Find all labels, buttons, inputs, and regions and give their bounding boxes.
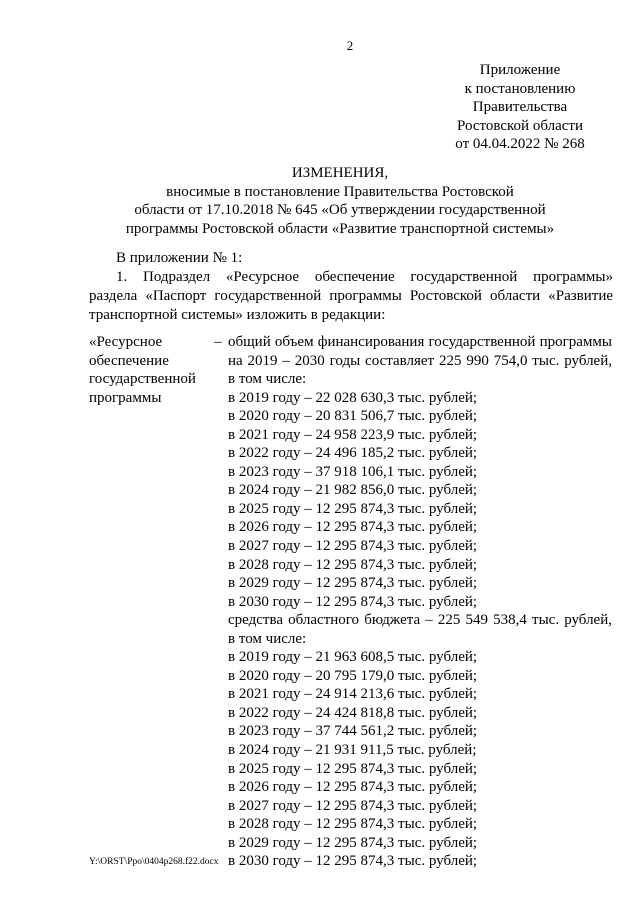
resource-label — [89, 333, 209, 407]
regional-year-row: в 2028 году – 12 295 874,3 тыс. рублей; — [228, 816, 478, 833]
total-year-row: в 2020 году – 20 831 506,7 тыс. рублей; — [228, 408, 478, 425]
intro-line: 1. Подраздел «Ресурсное обеспечение государственной программы» — [116, 269, 613, 285]
regional-year-row: в 2023 году – 37 744 561,2 тыс. рублей; — [228, 723, 478, 740]
regional-year-row: в 2029 году – 12 295 874,3 тыс. рублей; — [228, 834, 478, 851]
total-year-row: в 2027 году – 12 295 874,3 тыс. рублей; — [228, 538, 478, 555]
heading-title: ИЗМЕНЕНИЯ, — [291, 165, 389, 181]
dash-separator: – — [214, 334, 222, 350]
intro-paragraph — [89, 249, 613, 325]
regional-year-row: в 2022 году – 24 424 818,8 тыс. рублей; — [228, 704, 478, 721]
regional-year-row: в 2024 году – 21 931 911,5 тыс. рублей; — [228, 742, 477, 759]
document-heading — [110, 164, 570, 238]
appendix-line: Правительства — [472, 99, 568, 115]
regional-year-row: в 2025 году – 12 295 874,3 тыс. рублей; — [228, 760, 478, 777]
regional-year-row: в 2026 году – 12 295 874,3 тыс. рублей; — [228, 779, 478, 796]
total-line: на 2019 – 2030 годы составляет 225 990 754,0 тыс. рублей, — [228, 352, 612, 369]
label-line: «Ресурсное — [89, 334, 163, 350]
total-year-row: в 2021 году – 24 958 223,9 тыс. рублей; — [228, 426, 478, 443]
heading-line: области от 17.10.2018 № 645 «Об утверждении государственной — [134, 202, 546, 218]
page-number: 2 — [346, 38, 354, 53]
regional-year-row: в 2019 году – 21 963 608,5 тыс. рублей; — [228, 649, 478, 666]
total-year-row: в 2022 году – 24 496 185,2 тыс. рублей; — [228, 445, 478, 462]
regional-year-row: в 2027 году – 12 295 874,3 тыс. рублей; — [228, 797, 478, 814]
total-year-row: в 2028 году – 12 295 874,3 тыс. рублей; — [228, 556, 478, 573]
heading-line: вносимые в постановление Правительства Ростовской — [166, 183, 514, 200]
appendix-line: Приложение — [479, 62, 561, 78]
appendix-line: от 04.04.2022 № 268 — [455, 136, 585, 152]
total-year-row: в 2024 году – 21 982 856,0 тыс. рублей; — [228, 482, 478, 499]
file-path-footer: Y:\ORST\Ppo\0404p268.f22.docx — [89, 857, 219, 867]
label-line: государственной — [89, 371, 196, 388]
total-year-row: в 2030 году – 12 295 874,3 тыс. рублей; — [228, 593, 478, 610]
regional-year-row: в 2021 году – 24 914 213,6 тыс. рублей; — [228, 686, 478, 703]
appendix-block — [450, 61, 590, 154]
resource-values — [228, 333, 612, 871]
appendix-line: к постановлению — [464, 80, 576, 97]
total-year-row: в 2025 году – 12 295 874,3 тыс. рублей; — [228, 500, 478, 517]
total-line: общий объем финансирования государственной программы — [228, 334, 612, 350]
intro-line: раздела «Паспорт государственной программы Ростовской области «Развитие — [89, 288, 613, 304]
total-year-row: в 2023 году – 37 918 106,1 тыс. рублей; — [228, 463, 478, 480]
label-line: обеспечение — [89, 352, 169, 369]
total-year-row: в 2019 году – 22 028 630,3 тыс. рублей; — [228, 389, 478, 406]
regional-year-row: в 2020 году – 20 795 179,0 тыс. рублей; — [228, 667, 478, 684]
label-line: программы — [89, 389, 162, 406]
regional-line: средства областного бюджета – 225 549 538,4 тыс. рублей, — [228, 612, 612, 629]
regional-line: в том числе: — [228, 630, 307, 647]
total-line: в том числе: — [228, 371, 307, 388]
appendix-line: Ростовской области — [457, 117, 583, 134]
intro-line: В приложении № 1: — [116, 250, 243, 266]
heading-line: программы Ростовской области «Развитие транспортной системы» — [125, 220, 555, 237]
total-year-row: в 2029 году – 12 295 874,3 тыс. рублей; — [228, 575, 478, 592]
intro-line: транспортной системы» изложить в редакции: — [89, 307, 386, 323]
total-year-row: в 2026 году – 12 295 874,3 тыс. рублей; — [228, 519, 478, 536]
regional-year-row: в 2030 году – 12 295 874,3 тыс. рублей; — [228, 853, 478, 870]
